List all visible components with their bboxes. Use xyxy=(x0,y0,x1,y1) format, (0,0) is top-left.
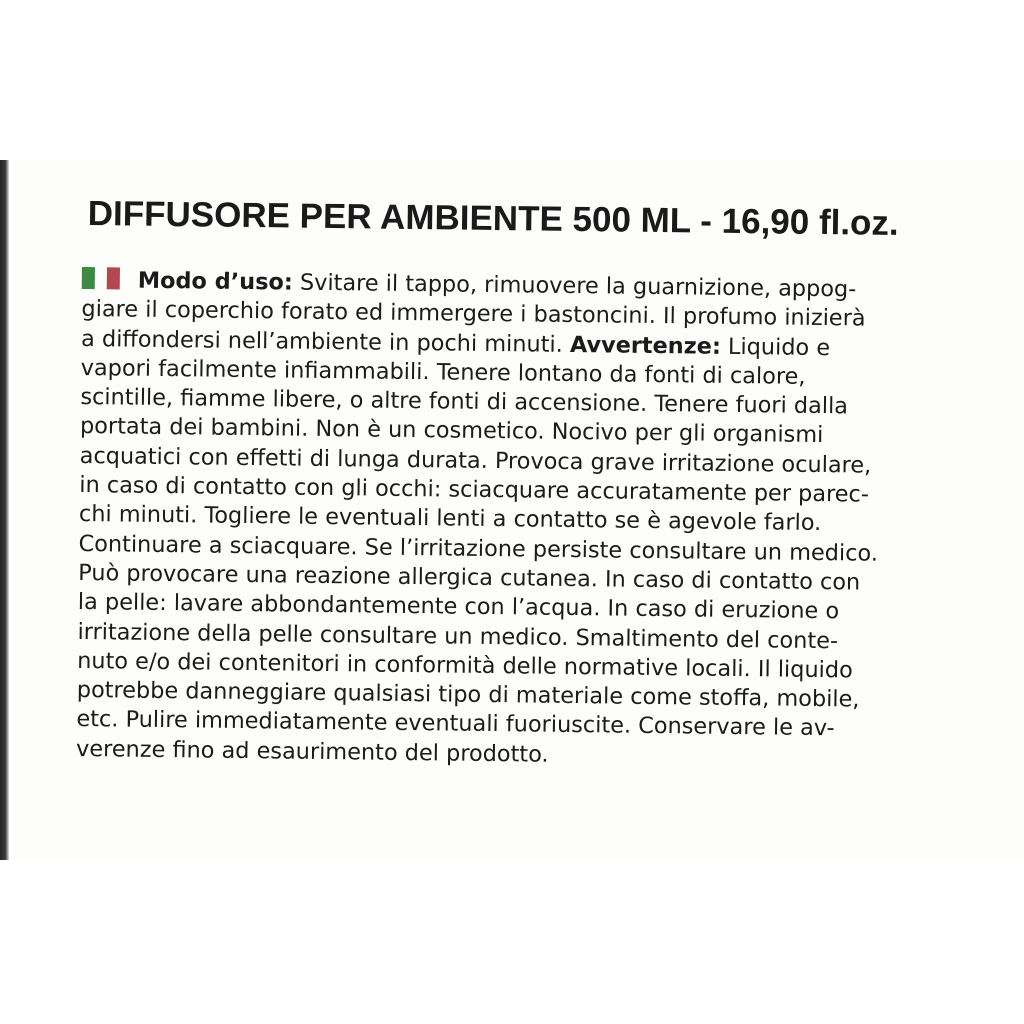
line-text: irritazione della pelle consultare un medico. Smaltimento del conte- xyxy=(77,618,839,654)
italian-flag-icon xyxy=(82,267,130,298)
line-text: portata dei bambini. Non è un cosmetico. Nocivo per gli organismi xyxy=(79,413,824,449)
line-text: in caso di contatto con gli occhi: sciacquare accuratamente per parec- xyxy=(79,472,870,508)
line-text: Liquido e xyxy=(720,333,831,361)
line-text: vapori facilmente infiammabili. Tenere lontano da fonti di calore, xyxy=(80,354,806,390)
line-text: giare il coperchio forato ed immergere i bastoncini. Il profumo inizierà xyxy=(81,296,866,332)
line-text: a diffondersi nell’ambiente in pochi minuti. xyxy=(80,325,571,358)
line-text: Svitare il tappo, rimuovere la guarnizione, appog- xyxy=(292,269,857,303)
line-text: la pelle: lavare abbondantemente con l’acqua. In caso di eruzione o xyxy=(77,589,840,625)
label-edge-shadow xyxy=(0,160,9,860)
line-text: scintille, fiamme libere, o altre fonti di accensione. Tenere fuori dalla xyxy=(80,384,849,420)
line-text: etc. Pulire immediatamente eventuali fuoriuscite. Conservare le av- xyxy=(76,706,835,742)
warnings-heading: Avvertenze: xyxy=(569,331,722,360)
line-text: Continuare a sciacquare. Se l’irritazione persiste consultare un medico. xyxy=(78,530,879,567)
line-text: verenze fino ad esaurimento del prodotto. xyxy=(75,735,549,768)
flag-green-stripe xyxy=(82,267,95,289)
product-title: DIFFUSORE PER AMBIENTE 500 ML - 16,90 fl.oz. xyxy=(87,193,899,243)
usage-heading: Modo d’uso: xyxy=(137,267,293,296)
line-text: acquatici con effetti di lunga durata. Provoca grave irritazione oculare, xyxy=(79,442,872,479)
line-text: Può provocare una reazione allergica cutanea. In caso di contatto con xyxy=(78,559,861,596)
flag-red-stripe xyxy=(107,267,120,289)
line-text: potrebbe danneggiare qualsiasi tipo di materiale come stoffa, mobile, xyxy=(76,677,860,713)
instructions-block xyxy=(76,266,992,775)
line-text: nuto e/o dei contenitori in conformità delle normative locali. Il liquido xyxy=(77,647,853,684)
line-text: chi minuti. Togliere le eventuali lenti a contatto se è agevole farlo. xyxy=(78,501,822,537)
